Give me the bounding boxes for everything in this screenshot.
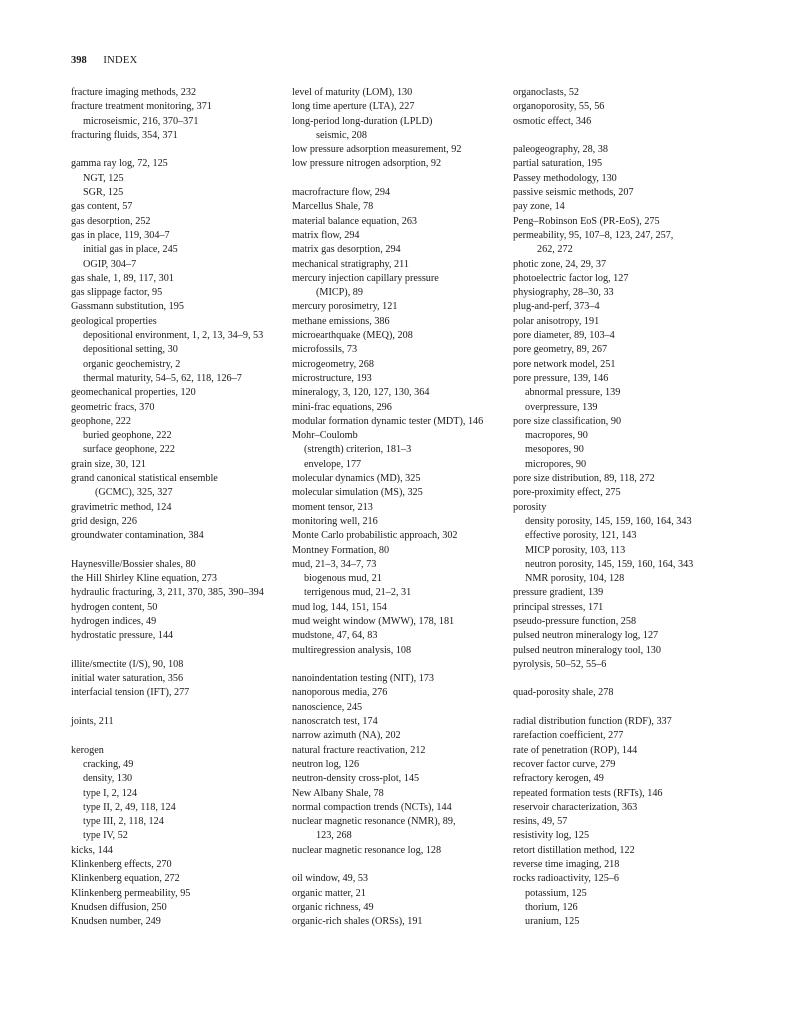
index-entry: reverse time imaging, 218 [513,859,620,871]
index-entry: Knudsen number, 249 [71,916,161,928]
index-entry: matrix gas desorption, 294 [292,244,401,256]
index-entry: pore size distribution, 89, 118, 272 [513,473,655,485]
index-subentry: uranium, 125 [525,916,580,928]
index-entry: nuclear magnetic resonance log, 128 [292,844,442,856]
index-entry: hydrostatic pressure, 144 [71,630,174,642]
index-entry: fracture imaging methods, 232 [71,87,197,98]
page-number: 398 [71,55,87,66]
index-entry: Knudsen diffusion, 250 [71,901,167,913]
index-entry: Mohr–Coulomb [292,430,358,442]
index-entry: mudstone, 47, 64, 83 [292,630,378,642]
index-entry: moment tensor, 213 [292,501,373,513]
index-subentry: NGT, 125 [83,172,124,184]
index-entry: organic-rich shales (ORSs), 191 [292,916,423,928]
index-entry: groundwater contamination, 384 [71,530,204,542]
index-entry: partial saturation, 195 [513,158,603,170]
index-entry: gas in place, 119, 304–7 [71,229,170,241]
index-entry: gravimetric method, 124 [71,501,172,513]
index-entry: organic richness, 49 [292,901,374,913]
index-entry: organoporosity, 55, 56 [513,101,605,113]
section-gap [71,729,286,743]
index-entry: initial water saturation, 356 [71,673,184,685]
index-entry: pulsed neutron mineralogy tool, 130 [513,644,661,656]
index-entry: pore network model, 251 [513,358,616,370]
index-entry: Monte Carlo probabilistic approach, 302 [292,530,458,542]
index-entry: macrofracture flow, 294 [292,187,391,199]
index-subentry: (strength) criterion, 181–3 [304,444,412,456]
index-entry: photoelectric factor log, 127 [513,272,629,284]
index-entry: repeated formation tests (RFTs), 146 [513,787,663,799]
page-header [71,54,138,68]
index-subentry: abnormal pressure, 139 [525,387,621,399]
index-subentry: (MICP), 89 [316,287,363,299]
section-gap [71,644,286,658]
index-entry: geometric fracs, 370 [71,401,155,413]
index-subentry: thorium, 126 [525,901,578,913]
index-entry: mercury porosimetry, 121 [292,301,398,313]
index-entry: grand canonical statistical ensemble [71,473,218,485]
index-entry: mineralogy, 3, 120, 127, 130, 364 [292,387,430,399]
index-entry: Klinkenberg permeability, 95 [71,887,191,899]
index-subentry: biogenous mud, 21 [304,573,382,585]
index-column-2 [292,86,508,930]
index-subentry: depositional setting, 30 [83,344,178,356]
index-entry: pseudo-pressure function, 258 [513,615,637,627]
index-entry: gamma ray log, 72, 125 [71,158,168,170]
index-entry: mini-frac equations, 296 [292,401,392,413]
index-subentry: depositional environment, 1, 2, 13, 34–9, 53 [83,330,264,342]
section-gap [292,858,508,872]
index-subentry: mesopores, 90 [525,444,584,456]
index-entry: resistivity log, 125 [513,830,590,842]
index-entry: mercury injection capillary pressure [292,272,439,284]
index-entry: level of maturity (LOM), 130 [292,87,413,98]
index-entry: microgeometry, 268 [292,358,374,370]
index-subentry: SGR, 125 [83,187,124,199]
index-entry: kerogen [71,744,104,756]
index-entry: geomechanical properties, 120 [71,387,196,399]
index-entry: rocks radioactivity, 125–6 [513,873,619,885]
index-entry: passive seismic methods, 207 [513,187,634,199]
index-subentry: OGIP, 304–7 [83,258,137,270]
index-entry: organoclasts, 52 [513,87,580,98]
index-entry: matrix flow, 294 [292,229,360,241]
index-entry: oil window, 49, 53 [292,873,369,885]
index-entry: rate of penetration (ROP), 144 [513,744,638,756]
index-entry: pore size classification, 90 [513,415,622,427]
index-subentry: microseismic, 216, 370–371 [83,115,199,127]
index-entry: permeability, 95, 107–8, 123, 247, 257, [513,229,674,241]
index-entry: reservoir characterization, 363 [513,801,638,813]
index-entry: normal compaction trends (NCTs), 144 [292,801,452,813]
index-entry: low pressure nitrogen adsorption, 92 [292,158,442,170]
index-entry: osmotic effect, 346 [513,115,592,127]
index-subentry: 123, 268 [316,830,352,842]
index-entry: hydrogen indices, 49 [71,615,157,627]
index-subentry: envelope, 177 [304,458,362,470]
index-entry: molecular dynamics (MD), 325 [292,473,421,485]
index-entry: nuclear magnetic resonance (NMR), 89, [292,816,456,828]
index-entry: multiregression analysis, 108 [292,644,412,656]
index-entry: Gassmann substitution, 195 [71,301,184,313]
running-title: INDEX [103,55,138,66]
section-gap [71,143,286,157]
index-entry: refractory kerogen, 49 [513,773,604,785]
index-entry: pore pressure, 139, 146 [513,372,609,384]
index-entry: plug-and-perf, 373–4 [513,301,600,313]
index-entry: microfossils, 73 [292,344,358,356]
index-entry: molecular simulation (MS), 325 [292,487,423,499]
index-entry: illite/smectite (I/S), 90, 108 [71,658,184,670]
index-entry: resins, 49, 57 [513,816,568,828]
section-gap [71,544,286,558]
section-gap [513,701,723,715]
index-entry: gas desorption, 252 [71,215,151,227]
index-entry: geological properties [71,315,157,327]
index-entry: nanoindentation testing (NIT), 173 [292,673,435,685]
index-entry: nanoporous media, 276 [292,687,388,699]
index-subentry: density, 130 [83,773,133,785]
index-entry: radial distribution function (RDF), 337 [513,716,672,728]
index-subentry: overpressure, 139 [525,401,598,413]
index-column-1 [71,86,286,930]
index-entry: Peng–Robinson EoS (PR-EoS), 275 [513,215,660,227]
index-entry: neutron log, 126 [292,758,360,770]
index-entry: Klinkenberg effects, 270 [71,859,172,871]
index-entry: photic zone, 24, 29, 37 [513,258,607,270]
index-entry: the Hill Shirley Kline equation, 273 [71,573,217,585]
index-subentry: type II, 2, 49, 118, 124 [83,801,176,813]
index-subentry: thermal maturity, 54–5, 62, 118, 126–7 [83,372,242,384]
index-entry: monitoring well, 216 [292,515,378,527]
index-entry: nanoscratch test, 174 [292,716,378,728]
index-subentry: macropores, 90 [525,430,588,442]
index-subentry: MICP porosity, 103, 113 [525,544,626,556]
index-entry: Klinkenberg equation, 272 [71,873,180,885]
index-entry: organic matter, 21 [292,887,366,899]
index-entry: microstructure, 193 [292,372,372,384]
index-entry: methane emissions, 386 [292,315,390,327]
index-entry: mud weight window (MWW), 178, 181 [292,615,455,627]
index-entry: Montney Formation, 80 [292,544,390,556]
index-entry: New Albany Shale, 78 [292,787,384,799]
index-entry: physiography, 28–30, 33 [513,287,614,299]
section-gap [71,701,286,715]
index-subentry: neutron porosity, 145, 159, 160, 164, 343 [525,558,694,570]
index-entry: fracturing fluids, 354, 371 [71,129,178,141]
index-subentry: buried geophone, 222 [83,430,172,442]
index-entry: joints, 211 [71,716,114,728]
index-column-3 [513,86,723,930]
index-entry: rarefaction coefficient, 277 [513,730,624,742]
index-entry: low pressure adsorption measurement, 92 [292,144,462,156]
index-entry: retort distillation method, 122 [513,844,635,856]
index-entry: recover factor curve, 279 [513,758,616,770]
index-entry: nanoscience, 245 [292,701,363,713]
index-entry: pore geometry, 89, 267 [513,344,608,356]
index-entry: microearthquake (MEQ), 208 [292,330,413,342]
index-entry: Haynesville/Bossier shales, 80 [71,558,196,570]
index-entry: pore diameter, 89, 103–4 [513,330,615,342]
index-subentry: type I, 2, 124 [83,787,138,799]
index-entry: principal stresses, 171 [513,601,604,613]
index-entry: pay zone, 14 [513,201,565,213]
index-entry: neutron-density cross-plot, 145 [292,773,420,785]
index-subentry: NMR porosity, 104, 128 [525,573,625,585]
index-entry: grid design, 226 [71,515,137,527]
index-subentry: type IV, 52 [83,830,128,842]
section-gap [292,172,508,186]
index-entry: hydraulic fracturing, 3, 211, 370, 385, 390–394 [71,587,264,599]
index-entry: hydrogen content, 50 [71,601,158,613]
index-entry: mud, 21–3, 34–7, 73 [292,558,377,570]
index-entry: modular formation dynamic tester (MDT), 146 [292,415,484,427]
index-entry: porosity [513,501,547,513]
section-gap [513,129,723,143]
section-gap [292,658,508,672]
index-entry: paleogeography, 28, 38 [513,144,608,156]
index-subentry: terrigenous mud, 21–2, 31 [304,587,412,599]
index-subentry: type III, 2, 118, 124 [83,816,164,828]
index-entry: long-period long-duration (LPLD) [292,115,433,127]
index-entry: grain size, 30, 121 [71,458,146,470]
index-subentry: cracking, 49 [83,758,134,770]
index-entry: gas slippage factor, 95 [71,287,163,299]
index-entry: quad-porosity shale, 278 [513,687,614,699]
index-subentry: (GCMC), 325, 327 [95,487,173,499]
index-entry: pore-proximity effect, 275 [513,487,621,499]
index-entry: natural fracture reactivation, 212 [292,744,426,756]
index-entry: mud log, 144, 151, 154 [292,601,387,613]
index-subentry: effective porosity, 121, 143 [525,530,637,542]
index-subentry: surface geophone, 222 [83,444,175,456]
index-entry: gas content, 57 [71,201,133,213]
index-entry: pyrolysis, 50–52, 55–6 [513,658,607,670]
index-entry: mechanical stratigraphy, 211 [292,258,409,270]
index-subentry: seismic, 208 [316,129,367,141]
index-entry: kicks, 144 [71,844,113,856]
index-entry: geophone, 222 [71,415,131,427]
index-entry: Passey methodology, 130 [513,172,617,184]
index-entry: long time aperture (LTA), 227 [292,101,415,113]
index-entry: polar anisotropy, 191 [513,315,600,327]
section-gap [513,672,723,686]
index-entry: pulsed neutron mineralogy log, 127 [513,630,659,642]
index-entry: interfacial tension (IFT), 277 [71,687,190,699]
index-subentry: organic geochemistry, 2 [83,358,181,370]
index-entry: fracture treatment monitoring, 371 [71,101,212,113]
index-subentry: potassium, 125 [525,887,587,899]
index-subentry: initial gas in place, 245 [83,244,178,256]
index-entry: narrow azimuth (NA), 202 [292,730,401,742]
index-entry: pressure gradient, 139 [513,587,604,599]
index-subentry: micropores, 90 [525,458,587,470]
index-entry: material balance equation, 263 [292,215,418,227]
index-subentry: 262, 272 [537,244,573,256]
index-subentry: density porosity, 145, 159, 160, 164, 343 [525,515,692,527]
index-entry: Marcellus Shale, 78 [292,201,374,213]
index-entry: gas shale, 1, 89, 117, 301 [71,272,174,284]
